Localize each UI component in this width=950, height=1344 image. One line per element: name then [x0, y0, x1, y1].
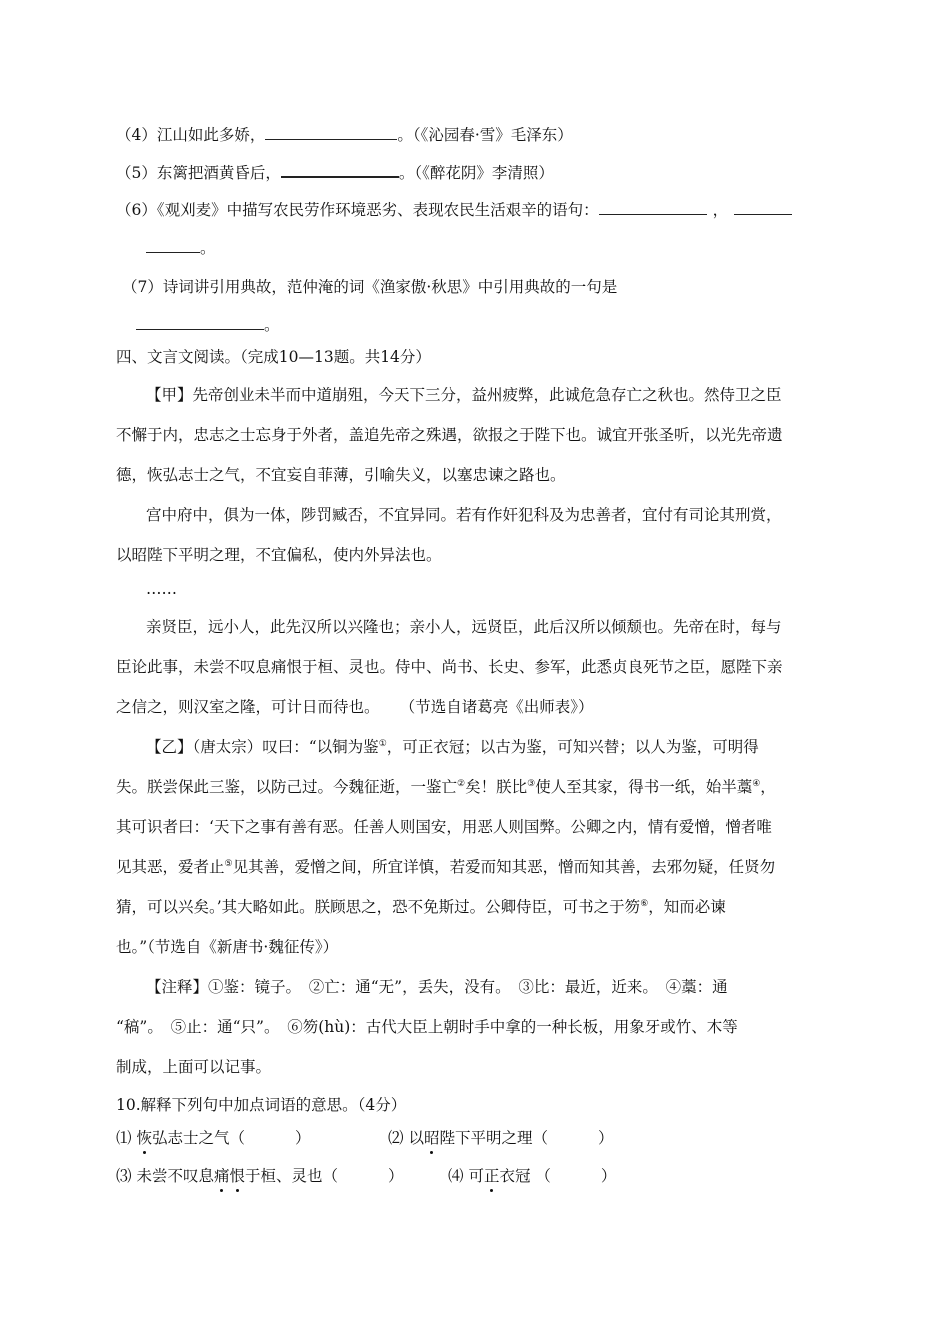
q5-text: （5）东篱把酒黄昏后， — [116, 164, 281, 182]
q6-blank-2b[interactable] — [146, 237, 200, 253]
q7-line — [122, 276, 617, 298]
yi-line: 其可识者曰：‘天下之事有善有恶。任善人则国安，用恶人则国弊。公卿之内，情有爱憎，憎者唯 — [116, 818, 772, 836]
q10-title: 10.解释下列句中加点词语的意思。（4分） — [116, 1096, 407, 1114]
yi-text: 【乙】（唐太宗）叹曰：“以铜为鉴 — [146, 738, 379, 756]
yi-line — [116, 896, 726, 918]
yi-text: 失。朕尝保此三鉴，以防己过。今魏征逝，一鉴亡 — [116, 778, 458, 796]
dotted-word: 昭 — [423, 1129, 440, 1147]
q4-line — [116, 124, 573, 146]
yi-text: ，可正衣冠；以古为鉴，可知兴替；以人为鉴，可明得 — [386, 738, 759, 756]
notes-line: “稿”。 ⑤止：通“只”。 ⑥笏(hù)：古代大臣上朝时手中拿的一种长板，用象牙或竹、木等 — [116, 1018, 738, 1036]
q6-end: 。 — [200, 239, 216, 257]
yi-text: ，知而必谏 — [648, 898, 726, 916]
yi-text: 见其恶，爱者止 — [116, 858, 225, 876]
dotted-word: 正 — [483, 1167, 500, 1185]
jia-line-last — [116, 696, 594, 718]
jia-line: 德，恢弘志士之气，不宜妄自菲薄，引喻失义，以塞忠谏之路也。 — [116, 466, 566, 484]
item-number: ⑷ — [448, 1167, 469, 1185]
q4-source: 。（《沁园春·雪》毛泽东） — [397, 126, 573, 144]
q4-text: （4）江山如此多娇， — [116, 126, 266, 144]
note-ref: ⑤ — [224, 858, 233, 869]
q6-text: （6）《观刈麦》中描写农民劳作环境恶劣、表现农民生活艰辛的语句： — [116, 201, 599, 219]
q6-cont — [146, 237, 216, 259]
q10-item-4 — [448, 1165, 616, 1187]
item-text: 衣冠 （ — [499, 1167, 551, 1185]
jia-line: 【甲】先帝创业未半而中道崩殂，今天下三分，益州疲弊，此诚危急存亡之秋也。然侍卫之臣 — [146, 386, 782, 404]
note-ref: ④ — [752, 778, 761, 789]
q7-text: （7）诗词讲引用典故，范仲淹的词《渔家傲·秋思》中引用典故的一句是 — [122, 278, 618, 296]
item-text: 可 — [468, 1167, 484, 1185]
q10-item-2 — [388, 1127, 614, 1149]
jia-line: 不懈于内，忠志之士忘身于外者，盖追先帝之殊遇，欲报之于陛下也。诚宜开张圣听，以光先帝遗 — [116, 426, 783, 444]
q6-blank-2a[interactable] — [734, 199, 792, 215]
yi-line: 也。”（节选自《新唐书·魏征传》） — [116, 938, 339, 956]
item-text: 陛下平明之理（ — [439, 1129, 548, 1147]
jia-line: 亲贤臣，远小人，此先汉所以兴隆也；亲小人，远贤臣，此后汉所以倾颓也。先帝在时，每与 — [146, 618, 782, 636]
item-number: ⑴ — [116, 1129, 137, 1147]
item-number: ⑶ — [116, 1167, 137, 1185]
q6-blank-1[interactable] — [599, 199, 707, 215]
jia-line: 臣论此事，未尝不叹息痛恨于桓、灵也。侍中、尚书、长史、参军，此悉贞良死节之臣，愿陛下亲 — [116, 658, 783, 676]
note-ref: ⑥ — [640, 898, 649, 909]
yi-line — [116, 856, 775, 878]
notes-line: 【注释】①鉴：镜子。 ②亡：通“无”，丢失，没有。 ③比：最近，近来。 ④藁：通 — [146, 978, 728, 996]
jia-text: 之信之，则汉室之隆，可计日而待也。 — [116, 698, 380, 716]
section-title: 四、文言文阅读。（完成10—13题。共14分） — [116, 348, 431, 366]
q5-line — [116, 161, 554, 184]
q6-line — [116, 199, 792, 221]
jia-source: （节选自诸葛亮《出师表》） — [407, 698, 594, 716]
yi-text: 猜，可以兴矣。’其大略如此。朕顾思之，恐不免斯过。公卿侍臣，可书之于笏 — [116, 898, 641, 916]
q5-blank[interactable] — [281, 161, 399, 178]
yi-text: 矣！朕比 — [465, 778, 528, 796]
item-text: 以 — [408, 1129, 424, 1147]
item-close: ） — [294, 1129, 311, 1147]
q5-source: 。（《醉花阴》李清照） — [398, 164, 554, 182]
item-close: ） — [388, 1167, 404, 1185]
dotted-word: 恢 — [136, 1129, 152, 1147]
item-text: 未尝不叹息 — [136, 1167, 214, 1185]
note-ref: ③ — [527, 778, 536, 789]
dotted-word: 痛 — [213, 1167, 230, 1185]
jia-line: 以昭陛下平明之理，不宜偏私，使内外异法也。 — [116, 546, 442, 564]
item-close: ） — [597, 1129, 614, 1147]
item-number: ⑵ — [388, 1129, 409, 1147]
note-ref: ① — [378, 738, 387, 749]
q6-comma: ， — [712, 201, 729, 219]
q7-cont — [136, 314, 280, 336]
item-text: 弘志士之气（ — [151, 1129, 245, 1147]
yi-text: 见其善，爱憎之间，所宜详慎，若爱而知其恶，憎而知其善，去邪勿疑，任贤勿 — [232, 858, 776, 876]
note-ref: ② — [457, 778, 466, 789]
q10-item-3 — [116, 1165, 404, 1187]
q4-blank[interactable] — [265, 124, 397, 140]
item-text: 于桓、灵也（ — [244, 1167, 338, 1185]
yi-text: 使人至其家，得书一纸，始半藁 — [535, 778, 753, 796]
notes-line: 制成，上面可以记事。 — [116, 1058, 272, 1076]
jia-line: 宫中府中，俱为一体，陟罚臧否，不宜异同。若有作奸犯科及为忠善者，宜付有司论其刑赏， — [146, 506, 782, 524]
q7-blank[interactable] — [136, 314, 264, 330]
yi-line — [146, 736, 759, 758]
dotted-word: 恨 — [229, 1167, 245, 1185]
q10-item-1 — [116, 1127, 310, 1149]
item-close: ） — [600, 1167, 617, 1185]
jia-ellipsis: …… — [146, 580, 177, 598]
yi-line — [116, 776, 776, 798]
q7-end: 。 — [264, 316, 280, 334]
yi-text: ， — [760, 778, 776, 796]
